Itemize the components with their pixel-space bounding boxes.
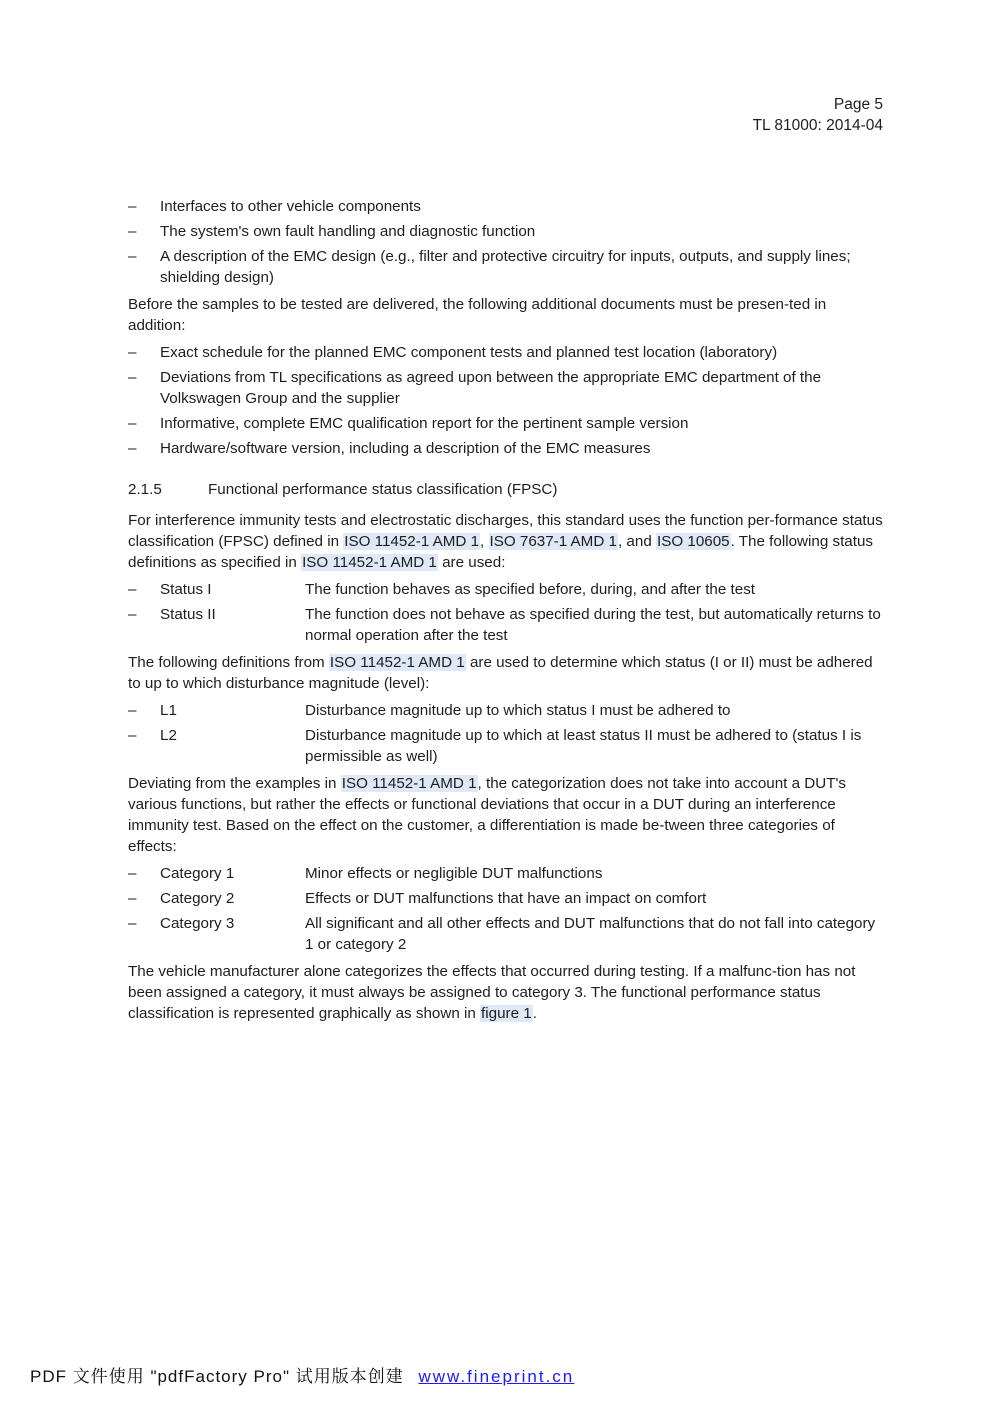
definition-term: L2	[160, 727, 177, 744]
list-item: – The system's own fault handling and diagnostic function	[128, 223, 536, 240]
definition-row	[128, 579, 884, 600]
page-body	[128, 196, 884, 1030]
paragraph-level-intro: The following definitions from ISO 11452-1 AMD 1 are used to determine which status (I or II) must be adhered to up to which disturbance magnitude (level):	[128, 654, 873, 692]
definition-term: Category 1	[160, 865, 235, 882]
page-header	[753, 94, 883, 136]
dash-marker: –	[128, 248, 137, 265]
definition-description: All significant and all other effects and DUT malfunctions that do not fall into category 1 or category 2	[305, 915, 876, 953]
definition-description: Effects or DUT malfunctions that have an impact on comfort	[305, 890, 707, 907]
definition-row	[128, 604, 884, 646]
dash-marker: –	[128, 702, 137, 719]
definition-row	[128, 863, 884, 884]
status-definitions	[128, 579, 884, 646]
paragraph-manufacturer-categorization: The vehicle manufacturer alone categorizes the effects that occurred during testing. If a malfunc-tion has not been assigned a category, it must always be assigned to category 3. The functional performance status classification is represented graphically as shown in figure 1.	[128, 963, 856, 1022]
category-definitions	[128, 863, 884, 955]
reference-link[interactable]: ISO 7637-1 AMD 1	[489, 533, 617, 550]
footer-text: PDF 文件使用 "pdfFactory Pro" 试用版本创建	[30, 1367, 404, 1386]
page-number: Page 5	[833, 96, 883, 113]
reference-link[interactable]: ISO 11452-1 AMD 1	[341, 775, 477, 792]
dash-marker: –	[128, 198, 137, 215]
dash-marker: –	[128, 369, 137, 386]
level-definitions	[128, 700, 884, 767]
definition-description: The function does not behave as specified during the test, but automatically returns to normal operation after the test	[305, 606, 881, 644]
watermark-footer	[30, 1366, 574, 1388]
definition-row	[128, 888, 884, 909]
reference-link[interactable]: ISO 11452-1 AMD 1	[344, 533, 480, 550]
dash-marker: –	[128, 440, 137, 457]
list-item: – Informative, complete EMC qualification report for the pertinent sample version	[128, 415, 689, 432]
definition-term: Status I	[160, 581, 212, 598]
definition-row	[128, 725, 884, 767]
dash-marker: –	[128, 727, 137, 744]
definition-row	[128, 913, 884, 955]
list-item: – Hardware/software version, including a description of the EMC measures	[128, 440, 651, 457]
dash-marker: –	[128, 581, 137, 598]
definition-term: Category 3	[160, 915, 235, 932]
dash-marker: –	[128, 890, 137, 907]
paragraph-additional-documents: Before the samples to be tested are delivered, the following additional documents must be presen-ted in addition:	[128, 296, 827, 334]
reference-link[interactable]: ISO 10605	[656, 533, 730, 550]
paragraph-categorization: Deviating from the examples in ISO 11452-1 AMD 1, the categorization does not take into account a DUT's various functions, but rather the effects or functional deviations that occur in a DUT during an interference immunity test. Based on the effect on the customer, a differentiation is made be-tween three categories of effects:	[128, 775, 846, 855]
section-heading	[128, 479, 884, 500]
dash-marker: –	[128, 865, 137, 882]
dash-marker: –	[128, 344, 137, 361]
reference-link[interactable]: ISO 11452-1 AMD 1	[329, 654, 465, 671]
section-number: 2.1.5	[128, 481, 162, 498]
definition-description: Disturbance magnitude up to which status I must be adhered to	[305, 702, 731, 719]
list-item: – Exact schedule for the planned EMC component tests and planned test location (laboratory)	[128, 344, 778, 361]
definition-description: The function behaves as specified before, during, and after the test	[305, 581, 756, 598]
definition-term: Status II	[160, 606, 216, 623]
footer-link[interactable]: www.fineprint.cn	[418, 1367, 575, 1386]
dash-marker: –	[128, 415, 137, 432]
bullet-list-design-docs	[128, 196, 884, 288]
paragraph-fpsc-intro: For interference immunity tests and electrostatic discharges, this standard uses the function per-formance status classification (FPSC) defined in ISO 11452-1 AMD 1, ISO 7637-1 AMD 1, and ISO 10605. The following status definitions as specified in ISO 11452-1 AMD 1 are used:	[128, 512, 883, 571]
dash-marker: –	[128, 915, 137, 932]
definition-row	[128, 700, 884, 721]
dash-marker: –	[128, 606, 137, 623]
reference-link[interactable]: ISO 11452-1 AMD 1	[302, 554, 437, 571]
definition-term: L1	[160, 702, 177, 719]
bullet-list-additional-documents	[128, 342, 884, 459]
definition-description: Minor effects or negligible DUT malfunctions	[305, 865, 603, 882]
list-item: – Deviations from TL specifications as agreed upon between the appropriate EMC department of the Volkswagen Group and the supplier	[128, 369, 822, 407]
definition-description: Disturbance magnitude up to which at least status II must be adhered to (status I is permissible as well)	[305, 727, 862, 765]
figure-link[interactable]: figure 1	[481, 1005, 532, 1022]
dash-marker: –	[128, 223, 137, 240]
section-title: Functional performance status classification (FPSC)	[208, 481, 558, 498]
list-item: – Interfaces to other vehicle components	[128, 198, 421, 215]
list-item: – A description of the EMC design (e.g., filter and protective circuitry for inputs, outputs, and supply lines; shielding design)	[128, 248, 851, 286]
definition-term: Category 2	[160, 890, 235, 907]
document-id: TL 81000: 2014-04	[752, 117, 883, 134]
